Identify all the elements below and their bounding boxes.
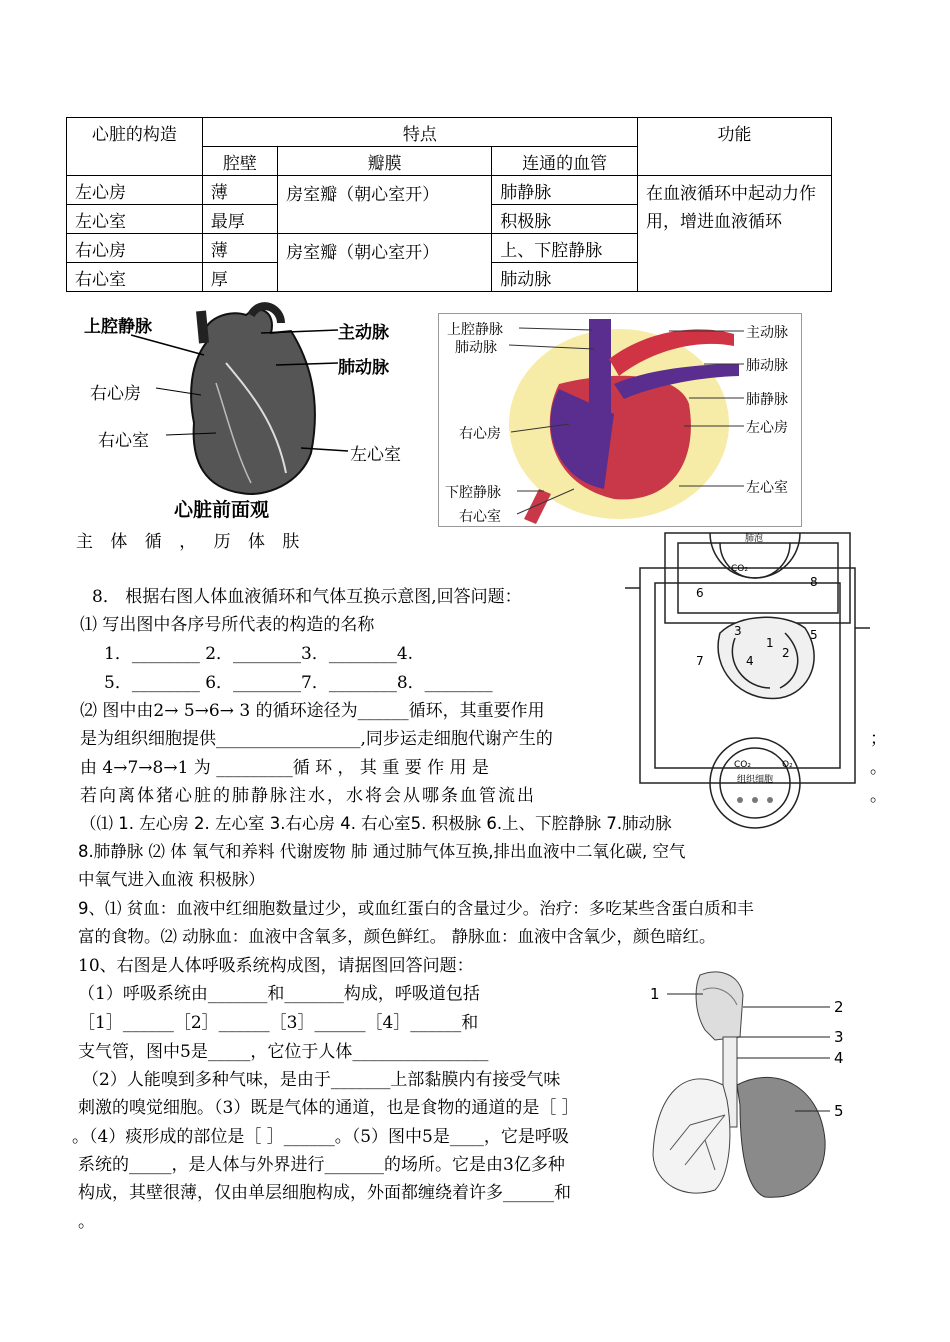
figure-caption: 心脏前面观 bbox=[174, 499, 270, 521]
q10-line-4: 支气管，图中5是_____，它位于人体________________ bbox=[78, 1042, 489, 1062]
row-wall: 厚 bbox=[202, 263, 277, 292]
q10-line-1: 10、右图是人体呼吸系统构成图，请据图回答问题： bbox=[78, 956, 474, 976]
q8-line-1: 8． 根据右图人体血液循环和气体互换示意图,回答问题： bbox=[92, 587, 522, 607]
answer8-line-3: 中氧气进入血液 积极脉） bbox=[78, 870, 265, 889]
label-left-atrium: 左心房 bbox=[746, 420, 788, 436]
answer8-line-1: （⑴ 1. 左心房 2. 左心室 3.右心房 4. 右心室5. 积极脉 6.上、下腔静脉 7.肺动脉 bbox=[80, 814, 672, 833]
header-valve: 瓣膜 bbox=[278, 147, 492, 176]
row-name: 右心房 bbox=[67, 234, 203, 263]
label-ivc: 下腔静脉 bbox=[445, 485, 501, 501]
label-alveoli: 肺泡 bbox=[745, 534, 764, 544]
heart-structure-table bbox=[66, 117, 832, 292]
function-cell: 在血液循环中起动力作用，增进血液循环 bbox=[637, 176, 831, 292]
q8-line-2: ⑴ 写出图中各序号所代表的构造的名称 bbox=[80, 615, 375, 635]
row-wall: 最厚 bbox=[202, 205, 277, 234]
row-vessel: 积极脉 bbox=[492, 205, 638, 234]
label-tissue-cells: 组织细胞 bbox=[737, 775, 774, 785]
row-vessel: 肺静脉 bbox=[492, 176, 638, 205]
q9-line-1: 9、⑴ 贫血：血液中红细胞数量过少，或血红蛋白的含量过少。治疗：多吃某些含蛋白质和丰 bbox=[78, 899, 754, 918]
number-1: 1 bbox=[650, 985, 660, 1003]
label-svc: 上腔静脉 bbox=[447, 322, 503, 338]
header-features: 特点 bbox=[202, 118, 637, 147]
row-name: 左心房 bbox=[67, 176, 203, 205]
respiratory-figure bbox=[645, 965, 875, 1205]
q8-line-7-end: 。 bbox=[870, 758, 887, 778]
label-right-ventricle: 右心室 bbox=[98, 431, 149, 451]
valve-cell: 房室瓣（朝心室开） bbox=[278, 234, 492, 292]
number-4: 4 bbox=[746, 654, 754, 668]
label-pulmonary-artery: 肺动脉 bbox=[338, 358, 389, 378]
q10-line-9: 构成，其壁很薄，仅由单层细胞构成，外面都缠绕着许多______和 bbox=[78, 1183, 571, 1203]
row-wall: 薄 bbox=[202, 234, 277, 263]
q10-line-7: 。（4）痰形成的部位是［ ］______。（5）图中5是____，它是呼吸 bbox=[72, 1127, 569, 1147]
q8-line-4: 5．________ 6．________7．________8．________ bbox=[104, 673, 493, 693]
circulation-figure bbox=[620, 528, 880, 810]
label-left-ventricle: 左心室 bbox=[746, 480, 788, 496]
header-structure: 心脏的构造 bbox=[67, 118, 203, 176]
answer8-line-2: 8.肺静脉 ⑵ 体 氧气和养料 代谢废物 肺 通过肺气体互换,排出血液中二氧化碳, 空气 bbox=[78, 842, 686, 861]
q10-line-3: ［1］______［2］______［3］______［4］______和 bbox=[78, 1013, 479, 1033]
q8-line-6-end: ； bbox=[870, 729, 887, 749]
q8-line-8-end: 。 bbox=[870, 786, 887, 806]
number-8: 8 bbox=[810, 575, 818, 589]
number-1: 1 bbox=[766, 636, 774, 650]
label-aorta: 主动脉 bbox=[338, 323, 389, 343]
cut-off-text: 主 体 循 ， 历 体 肤 bbox=[76, 532, 306, 552]
number-3: 3 bbox=[734, 624, 742, 638]
label-co2-bottom: CO₂ bbox=[734, 760, 751, 770]
label-aorta: 主动脉 bbox=[746, 325, 788, 341]
row-name: 左心室 bbox=[67, 205, 203, 234]
q8-line-3: 1．________ 2．________3．________4. bbox=[104, 644, 414, 664]
number-4: 4 bbox=[834, 1049, 844, 1067]
q10-line-8: 系统的_____，是人体与外界进行_______的场所。它是由3亿多种 bbox=[78, 1155, 565, 1175]
label-o2: O₂ bbox=[782, 760, 793, 770]
number-6: 6 bbox=[696, 586, 704, 600]
row-wall: 薄 bbox=[202, 176, 277, 205]
number-2: 2 bbox=[834, 998, 844, 1016]
number-5: 5 bbox=[834, 1102, 844, 1120]
header-vessel: 连通的血管 bbox=[492, 147, 638, 176]
q10-line-2: （1）呼吸系统由_______和_______构成，呼吸道包括 bbox=[78, 984, 480, 1004]
q9-line-2: 富的食物。⑵ 动脉血：血液中含氧多，颜色鲜红。 静脉血：血液中含氧少，颜色暗红。 bbox=[78, 927, 716, 946]
label-right-ventricle: 右心室 bbox=[459, 509, 501, 525]
q8-line-6: 是为组织细胞提供_________________,同步运走细胞代谢产生的 bbox=[80, 729, 553, 749]
q8-line-7: 由 4→7→8→1 为 _________循 环 ， 其 重 要 作 用 是 bbox=[80, 758, 489, 778]
row-vessel: 上、下腔静脉 bbox=[492, 234, 638, 263]
header-function: 功能 bbox=[637, 118, 831, 176]
q10-line-6: 刺激的嗅觉细胞。（3）既是气体的通道，也是食物的通道的是［ ］ bbox=[78, 1098, 579, 1118]
label-left-ventricle: 左心室 bbox=[350, 445, 401, 465]
q8-line-8: 若向离体猪心脏的肺静脉注水，水将会从哪条血管流出 bbox=[80, 786, 536, 806]
header-wall: 腔壁 bbox=[202, 147, 277, 176]
row-name: 右心室 bbox=[67, 263, 203, 292]
heart-section-figure bbox=[438, 313, 802, 527]
label-pulmonary-artery: 肺动脉 bbox=[746, 358, 788, 374]
label-pulmonary-artery: 肺动脉 bbox=[455, 340, 497, 356]
q10-line-10: 。 bbox=[78, 1212, 95, 1232]
row-vessel: 肺动脉 bbox=[492, 263, 638, 292]
label-co2-top: CO₂ bbox=[731, 564, 748, 574]
label-pulmonary-vein: 肺静脉 bbox=[746, 392, 788, 408]
number-7: 7 bbox=[696, 654, 704, 668]
label-svc: 上腔静脉 bbox=[84, 317, 152, 337]
q10-line-5: （2）人能嗅到多种气味，是由于_______上部黏膜内有接受气味 bbox=[82, 1070, 561, 1090]
valve-cell: 房室瓣（朝心室开） bbox=[278, 176, 492, 234]
q8-line-5: ⑵ 图中由2→ 5→6→ 3 的循环途径为______循环，其重要作用 bbox=[80, 701, 545, 721]
label-right-atrium: 右心房 bbox=[459, 426, 501, 442]
number-3: 3 bbox=[834, 1028, 844, 1046]
number-5: 5 bbox=[810, 628, 818, 642]
label-right-atrium: 右心房 bbox=[90, 384, 141, 404]
number-2: 2 bbox=[782, 646, 790, 660]
heart-front-figure bbox=[76, 303, 426, 528]
